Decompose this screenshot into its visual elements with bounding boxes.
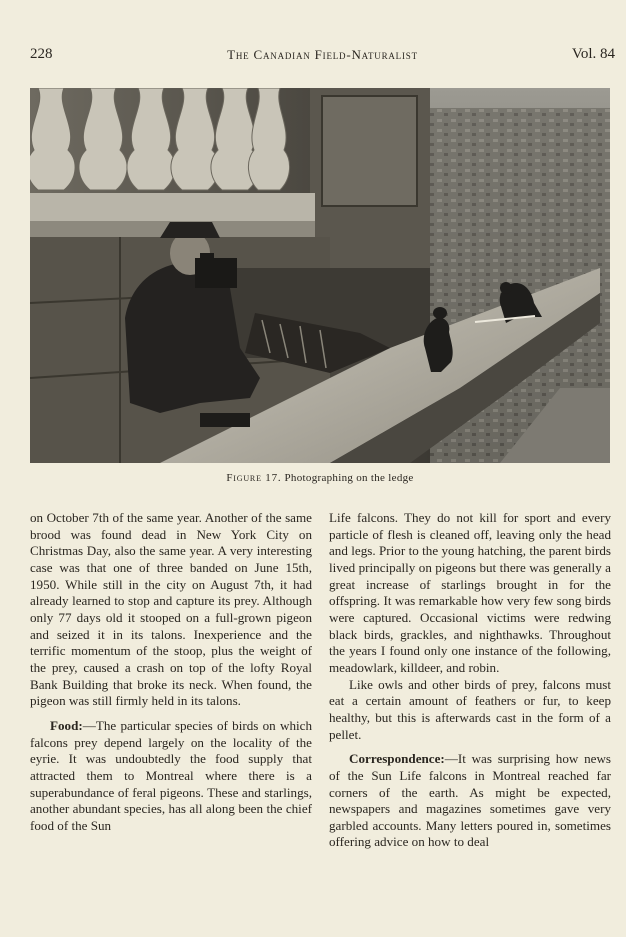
figure-label: Figure 17. xyxy=(226,472,282,484)
left-column xyxy=(30,510,312,834)
paragraph-food xyxy=(30,718,312,835)
paragraph-text: —The particular species of birds on which falcons prey depend largely on the locality of the eyrie. It was undoubtedly the food supply that attracted them to Montreal where there is a superabundance of feral pigeons. These and starlings, another abundant species, has all along been the chief food of the Sun xyxy=(30,717,312,833)
running-header xyxy=(30,46,615,68)
right-column xyxy=(329,510,611,851)
paragraph: Life falcons. They do not kill for sport and every particle of flesh is cleaned off, leaving only the head and legs. Prior to the young hatching, the parent birds lived principally on pigeons but there was generally a great increase of starlings brought in for the offspring. It was remarkable how very few song birds were captured. Occasional victims were redwing black birds, grackles, and nighthawks. Throughout the years I found only one instance of the following, meadowlark, killdeer, and robin. xyxy=(329,510,611,675)
figure-caption xyxy=(30,472,610,484)
journal-title: The Canadian Field-Naturalist xyxy=(227,47,418,62)
volume-label: Vol. 84 xyxy=(571,46,615,62)
paragraph-text: —It was surprising how news of the Sun Life falcons in Montreal reached far corners of the earth. As might be expected, newspapers and magazines sometimes gave very garbled accounts. Many letters poured in, sometimes offering advice on how to deal xyxy=(329,751,611,850)
paragraph: on October 7th of the same year. Another of the same brood was found dead in New York City on Christmas Day, also the same year. A very interesting case was that one of three banded on June 15th, 1950. While still in the city on August 7th, it had already learned to stop and capture its prey. Although only 77 days old it stooped on a full-grown pigeon and seized it in its talons. Inexperience and the terrific momentum of the stoop, plus the weight of the prey, caused a crash on top of the lofty Royal Bank Building that broke its neck. When found, the pigeon was still firmly held in its talons. xyxy=(30,510,312,709)
section-heading-food: Food: xyxy=(50,717,83,733)
figure-photograph xyxy=(30,88,610,463)
paragraph-correspondence xyxy=(329,751,611,851)
figure-caption-text: Photographing on the ledge xyxy=(284,472,414,484)
paragraph: Like owls and other birds of prey, falcons must eat a certain amount of feathers or fur, to keep healthy, but this is afterwards cast in the form of a pellet. xyxy=(329,676,611,742)
page-number: 228 xyxy=(30,46,53,62)
section-heading-correspondence: Correspondence: xyxy=(349,751,445,767)
